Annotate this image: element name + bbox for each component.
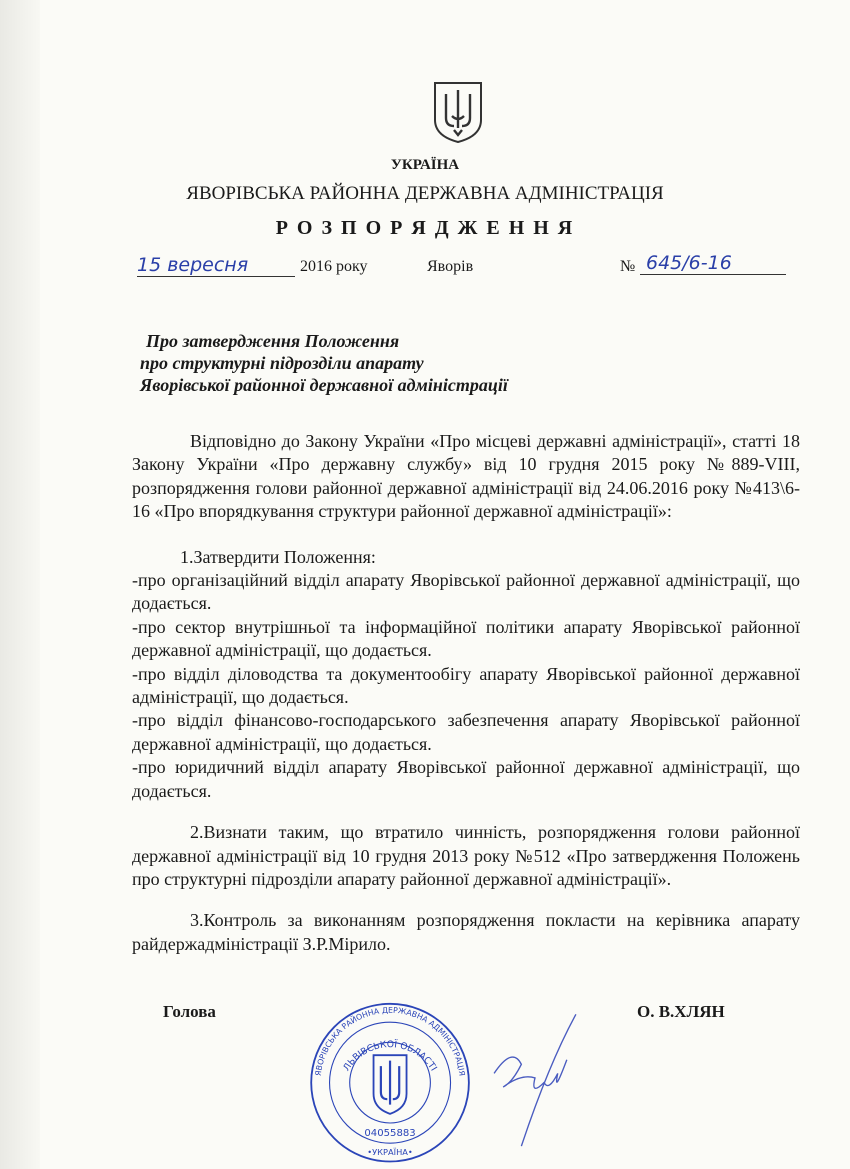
list-item: -про сектор внутрішньої та інформаційної політики апарату Яворівської районної державної адміністрації, що додається. (132, 616, 800, 661)
svg-text:04055883: 04055883 (364, 1127, 416, 1139)
svg-text:•УКРАЇНА•: •УКРАЇНА• (367, 1147, 413, 1158)
item-3-text: 3.Контроль за виконанням розпорядження покласти на керівника апарату райдержадміністрації З.Р.Мірило. (132, 910, 800, 954)
list-item: -про організаційний відділ апарату Яворівської районної державної адміністрації, що додається. (132, 570, 800, 614)
document-body (132, 430, 800, 1026)
coat-of-arms-icon (432, 80, 484, 144)
item-3-block (132, 909, 800, 956)
date-handwritten: 15 вересня (137, 254, 295, 277)
subject-line-2: про структурні підрозділи апарату (140, 353, 424, 373)
subject-block (140, 330, 508, 396)
year-label: 2016 року (300, 258, 368, 275)
item-1-title: 1.Затвердити Положення: (180, 546, 376, 567)
authority-heading: ЯВОРІВСЬКА РАЙОННА ДЕРЖАВНА АДМІНІСТРАЦІЯ (186, 183, 664, 204)
subject-line-1: Про затвердження Положення (146, 331, 400, 351)
number-handwritten: 645/6-16 (640, 252, 786, 275)
date-field (137, 254, 297, 277)
official-stamp (298, 1002, 483, 1167)
place-label: Яворів (427, 258, 474, 275)
signature-name: О. В.ХЛЯН (637, 1002, 725, 1022)
country-heading: УКРАЇНА (390, 157, 460, 173)
svg-text:ЯВОРІВСЬКА РАЙОННА ДЕРЖАВНА АД: ЯВОРІВСЬКА РАЙОННА ДЕРЖАВНА АДМІНІСТРАЦІЯ (313, 1005, 467, 1077)
item-1-block (132, 546, 800, 803)
list-item: -про відділ фінансово-господарського забезпечення апарату Яворівської районної державної адміністрації, що додається. (132, 710, 800, 754)
number-prefix: № (620, 258, 636, 275)
svg-text:ЛЬВІВСЬКОЇ ОБЛАСТІ: ЛЬВІВСЬКОЇ ОБЛАСТІ (341, 1039, 440, 1074)
list-item: -про відділ діловодства та документообігу апарату Яворівської районної державної адміністрації, що додається. (132, 663, 800, 708)
list-item: -про юридичний відділ апарату Яворівської районної державної адміністрації, що додається. (132, 757, 800, 801)
number-field (640, 252, 786, 275)
handwritten-signature (485, 1005, 585, 1160)
signature-position: Голова (163, 1002, 216, 1022)
preamble-paragraph (132, 430, 800, 524)
item-2-block (132, 821, 800, 891)
item-2-text: 2.Визнати таким, що втратило чинність, розпорядження голови районної державної адміністрації від 10 грудня 2013 року №512 «Про затвердження Положень про структурні підрозділи апарату районної державної адміністрації». (132, 822, 800, 889)
subject-line-3: Яворівської районної державної адміністрації (140, 375, 508, 395)
scan-edge (0, 0, 40, 1169)
preamble-text: Відповідно до Закону України «Про місцеві державні адміністрації», статті 18 Закону України «Про державну службу» від 10 грудня 2015 року №889-VIII, розпорядження голови районної державної адміністрації від 24.06.2016 року №413\6-16 «Про впорядкування структури районної державної адміністрації»: (132, 431, 800, 522)
document-type-heading: Р О З П О Р Я Д Ж Е Н Н Я (275, 217, 575, 239)
